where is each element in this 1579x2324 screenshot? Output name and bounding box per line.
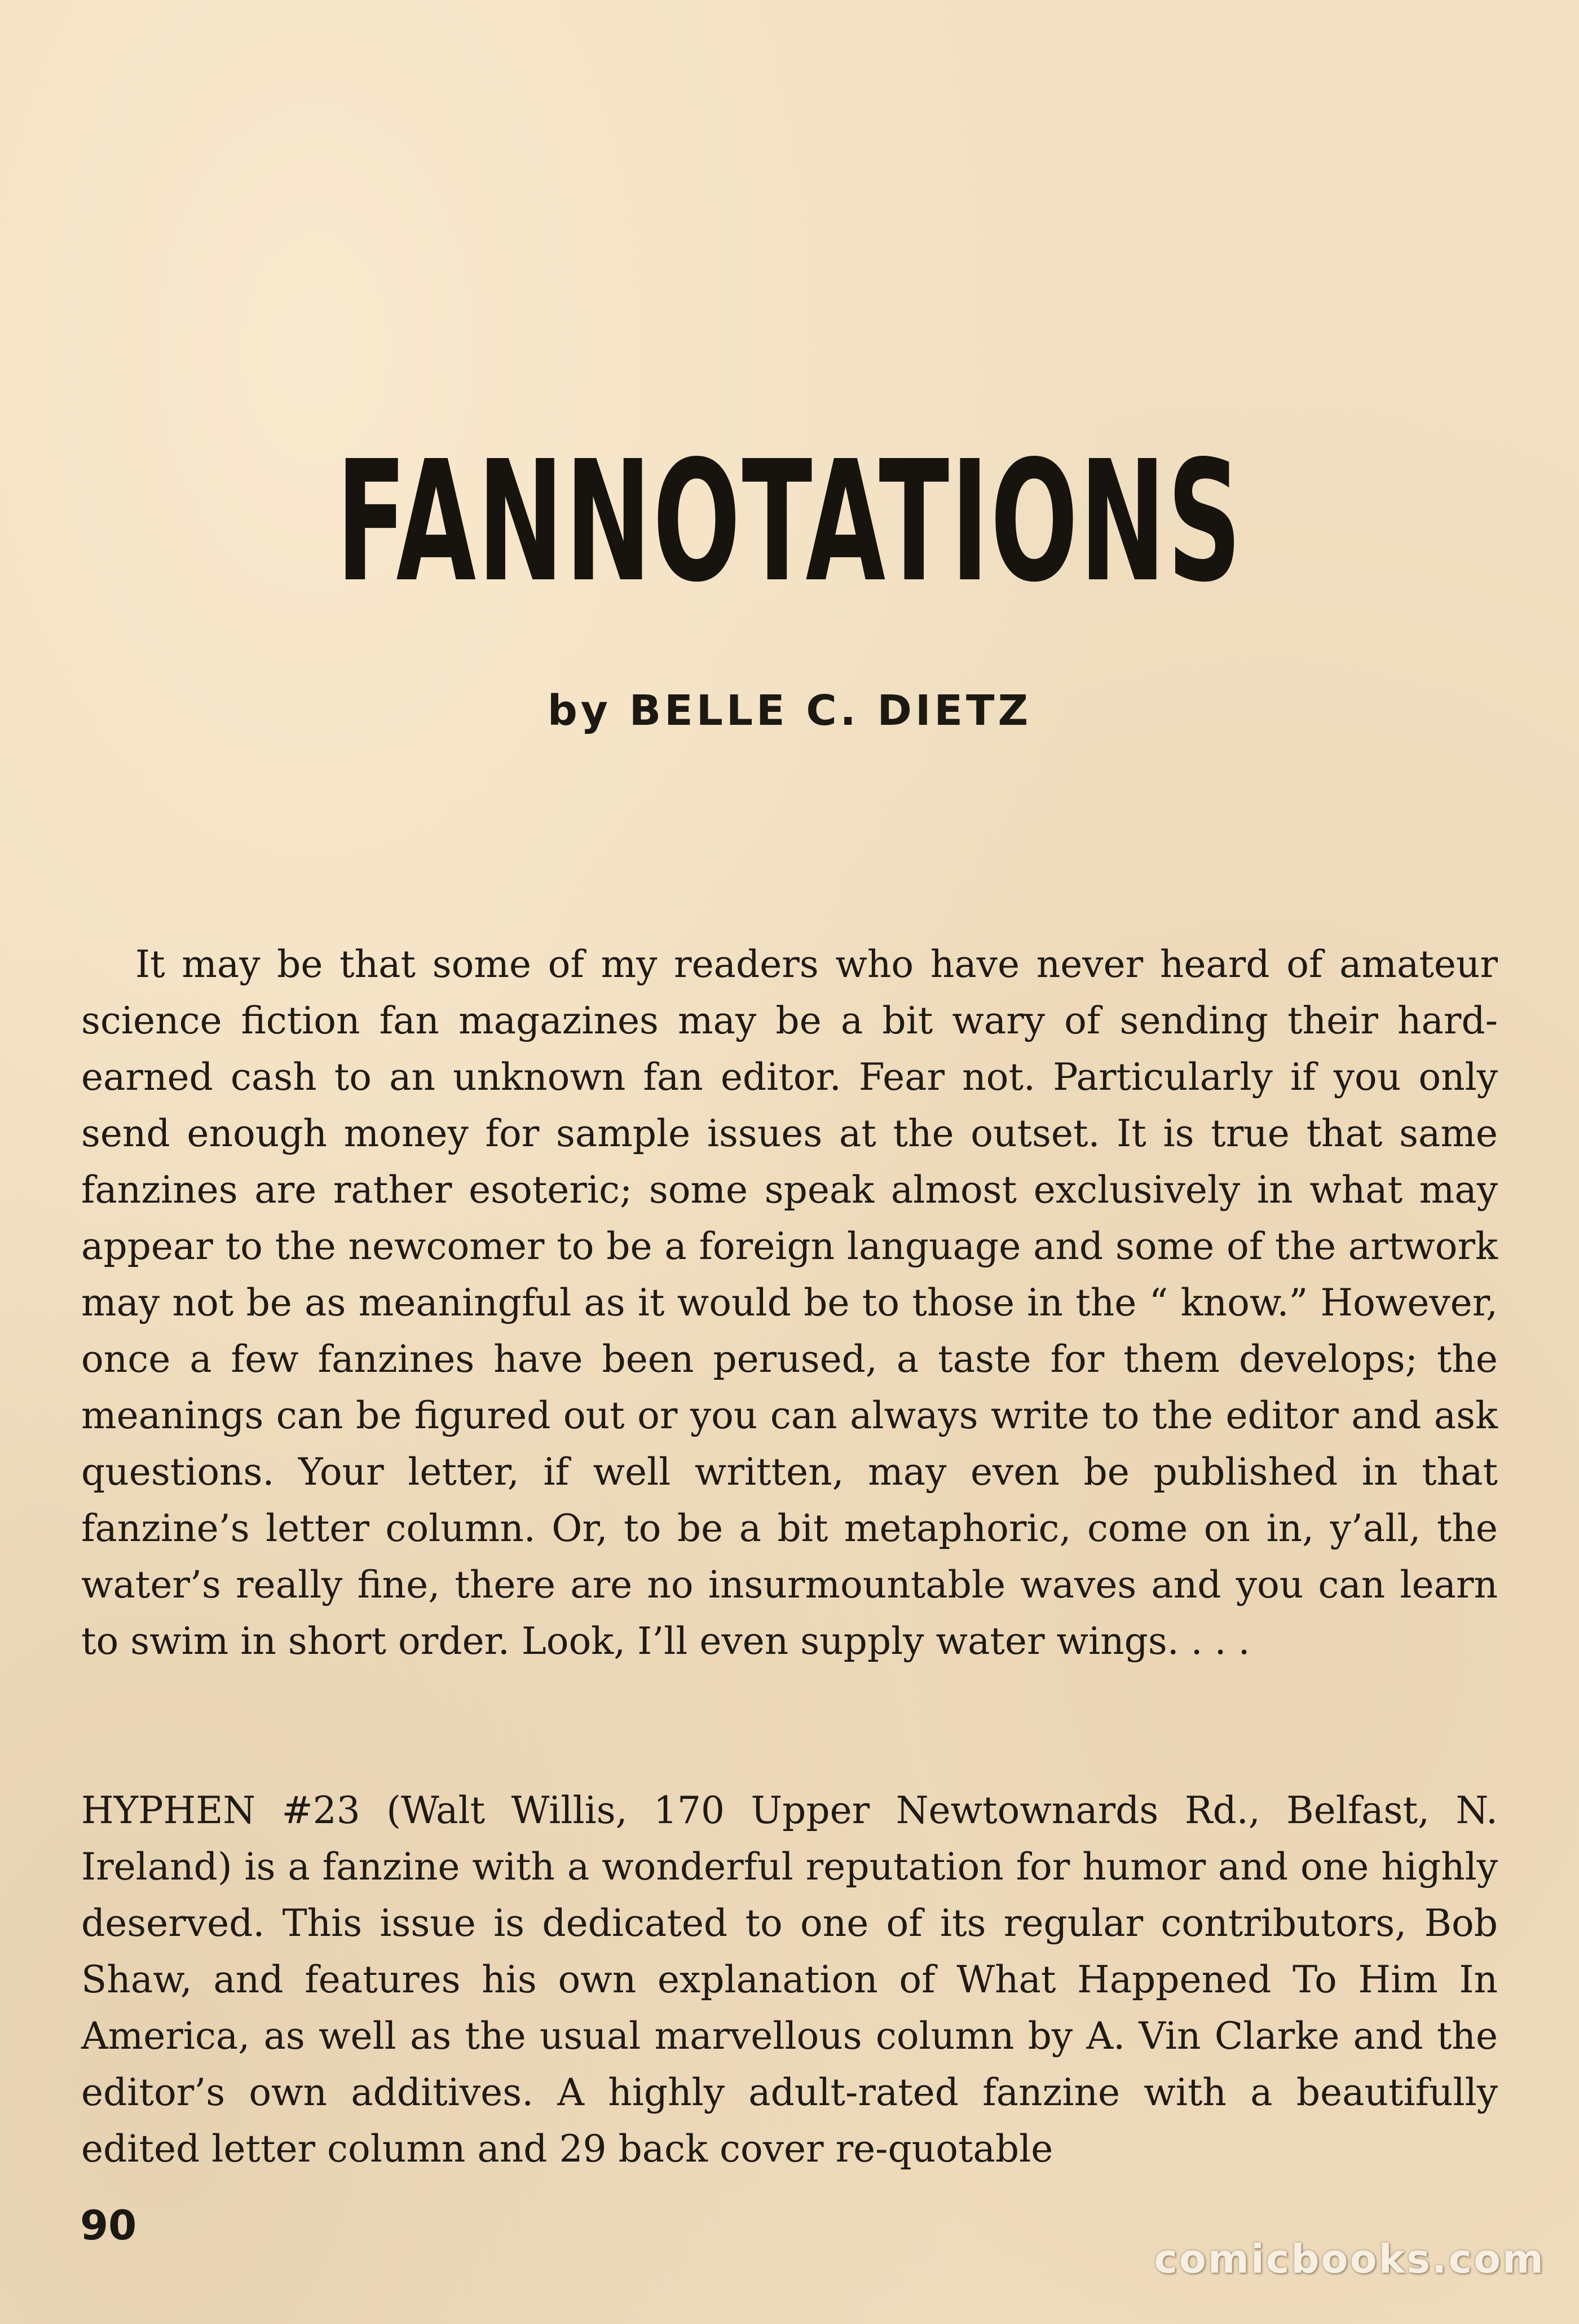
site-watermark: comicbooks.com <box>1154 2236 1545 2282</box>
article-title: FANNOTATIONS <box>336 425 1243 619</box>
article-byline: by BELLE C. DIETZ <box>547 686 1032 735</box>
body-paragraph-intro: It may be that some of my readers who have never heard of amateur science fiction fan magazines may be a bit wary of sending their hard-earned cash to an unknown fan editor. Fear not. Particularly if you only send enough money for sample issues at the outset. It is true that same fanzines are rather esoteric; some speak almost exclusively in what may appear to the newcomer to be a foreign language and some of the artwork may not be as meaningful as it would be to those in the “ know.” However, once a few fanzines have been perused, a taste for them develops; the meanings can be figured out or you can always write to the editor and ask questions. Your letter, if well written, may even be published in that fanzine’s letter column. Or, to be a bit metaphoric, come on in, y’all, the water’s really fine, there are no insurmountable waves and you can learn to swim in short order. Look, I’ll even supply water wings. . . . <box>81 943 1498 1663</box>
page-number: 90 <box>80 2202 137 2249</box>
body-paragraph-hyphen-review: HYPHEN #23 (Walt Willis, 170 Upper Newtownards Rd., Belfast, N. Ireland) is a fanzine with a wonderful reputation for humor and one highly deserved. This issue is dedicated to one of its regular contributors, Bob Shaw, and features his own explanation of What Happened To Him In America, as well as the usual marvellous column by A. Vin Clarke and the editor’s own additives. A highly adult-rated fanzine with a beautifully edited letter column and 29 back cover re-quotable <box>81 1789 1498 2171</box>
